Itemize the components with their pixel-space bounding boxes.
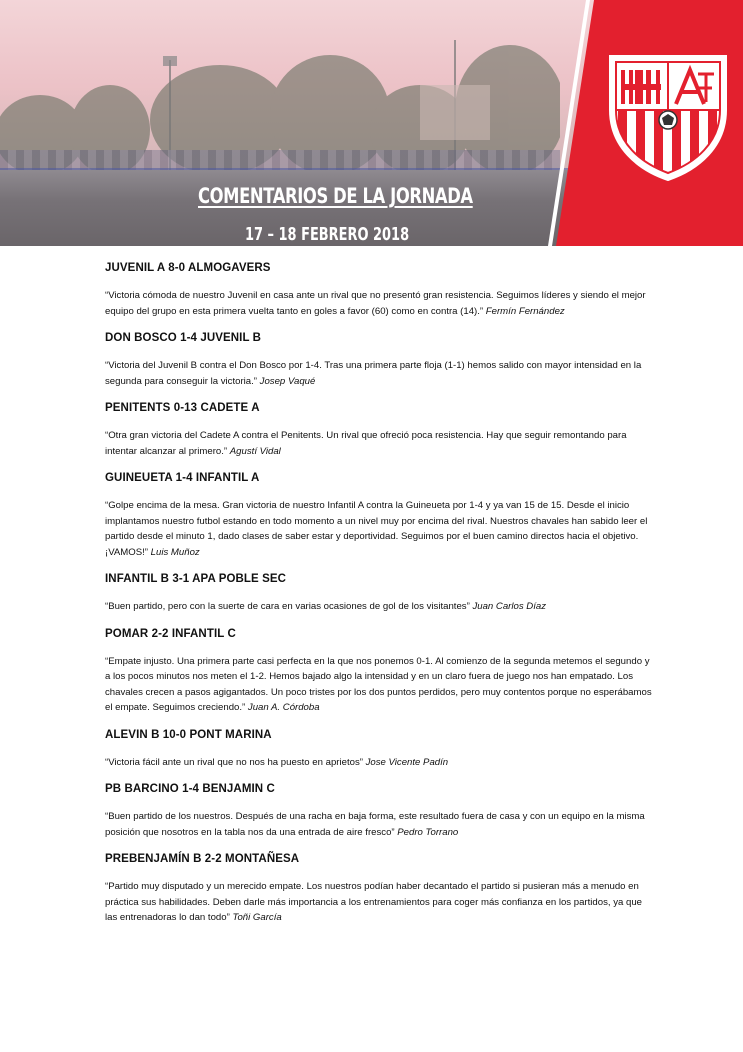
match-title: PENITENTS 0-13 CADETE A: [105, 402, 260, 414]
comment-text: “Buen partido de los nuestros. Después de una racha en baja forma, este resultado fuera de casa y con un equipo en la misma posición que nosotros en la tabla nos da una entrada de aire fresco”: [105, 811, 645, 838]
comment-author: Agustí Vidal: [229, 445, 281, 457]
comment-author: Toñi García: [232, 912, 282, 923]
match-comment: [105, 879, 653, 926]
match-title: PREBENJAMÍN B 2-2 MONTAÑESA: [105, 853, 300, 865]
header-banner: [0, 0, 743, 246]
comment-text: “Empate injusto. Una primera parte casi perfecta en la que nos ponemos 0-1. Al comienzo de la segunda metemos el segundo y a los pocos minutos nos meten el 1-2. Hemos bajado algo la intensidad y en un claro fuera de juego nos han empatado. Los chavales crecen a pasos agigantados. Un poco tristes por los dos puntos perdidos, pero muy contentos porque no esperábamos el empate. Seguimos creciendo.”: [105, 655, 652, 713]
comment-text: “Victoria fácil ante un rival que no nos ha puesto en aprietos”: [105, 756, 363, 768]
comment-author: Jose Vicente Padín: [365, 756, 449, 768]
comment-author: Josep Vaqué: [259, 375, 316, 387]
match-title: INFANTIL B 3-1 APA POBLE SEC: [105, 573, 287, 585]
match-comment: [105, 599, 653, 615]
match-comment: [105, 809, 653, 840]
comment-text: “Victoria cómoda de nuestro Juvenil en casa ante un rival que no presentó gran resistencia. Seguimos líderes y siendo el mejor equipo del grupo en esta primera vuelta tanto en goles a favor (60) como en contra (14).”: [105, 290, 646, 317]
match-comment: [105, 428, 653, 459]
comment-text: “Golpe encima de la mesa. Gran victoria de nuestro Infantil A contra la Guineueta por 1-4 y ya van 15 de 15. Desde el inicio implantamos nuestro futbol estando en todo momento a un nivel muy por encima del rival. Nuestros chavales han sabido leer el partido desde el minuto 1, dado clases de saber estar y deportividad. Seguimos por el buen camino directos hacia el objetivo. ¡VAMOS!”: [105, 500, 648, 558]
match-comment: [105, 358, 653, 389]
match-comments: [105, 262, 653, 938]
match-item: [105, 853, 653, 926]
comment-text: “Partido muy disputado y un merecido empate. Los nuestros podían haber decantado el partido si pusieran más a menudo en práctica sus habilidades. Deben darle más importancia a los entrenamientos para coger más confianza en los partidos, ya que las entrenadoras lo dan todo”: [105, 881, 643, 923]
match-title: GUINEUETA 1-4 INFANTIL A: [105, 472, 260, 484]
match-item: [105, 573, 653, 615]
comment-text: “Otra gran victoria del Cadete A contra el Penitents. Un rival que ofreció poca resistencia. Hay que seguir remontando para intentar alcanzar al primero.”: [105, 430, 627, 457]
comment-author: Juan A. Córdoba: [247, 702, 320, 713]
match-title: PB BARCINO 1-4 BENJAMIN C: [105, 783, 275, 795]
comment-text: “Buen partido, pero con la suerte de cara en varias ocasiones de gol de los visitantes”: [105, 601, 470, 612]
match-item: [105, 472, 653, 560]
comment-author: Fermín Fernández: [485, 305, 565, 317]
page-date: 17 – 18 FEBRERO 2018: [245, 224, 410, 245]
match-comment: [105, 654, 653, 716]
match-item: [105, 332, 653, 389]
match-item: [105, 402, 653, 459]
match-item: [105, 729, 653, 771]
comment-author: Pedro Torrano: [397, 826, 459, 838]
club-crest-icon: [606, 52, 730, 182]
match-item: [105, 783, 653, 840]
match-comment: [105, 755, 653, 771]
match-item: [105, 628, 653, 716]
comment-author: Luis Muñoz: [150, 546, 200, 558]
match-title: POMAR 2-2 INFANTIL C: [105, 627, 236, 640]
comment-text: “Victoria del Juvenil B contra el Don Bosco por 1-4. Tras una primera parte floja (1-1) hemos salido con mayor intensidad en la segunda para conseguir la victoria.”: [105, 360, 642, 387]
match-item: [105, 262, 653, 319]
comment-author: Juan Carlos Díaz: [472, 601, 547, 612]
match-comment: [105, 498, 653, 560]
match-title: DON BOSCO 1-4 JUVENIL B: [105, 332, 262, 344]
match-comment: [105, 288, 653, 319]
match-title: JUVENIL A 8-0 ALMOGAVERS: [105, 262, 271, 274]
match-title: ALEVIN B 10-0 PONT MARINA: [105, 728, 272, 741]
page-title: COMENTARIOS DE LA JORNADA: [198, 184, 473, 208]
